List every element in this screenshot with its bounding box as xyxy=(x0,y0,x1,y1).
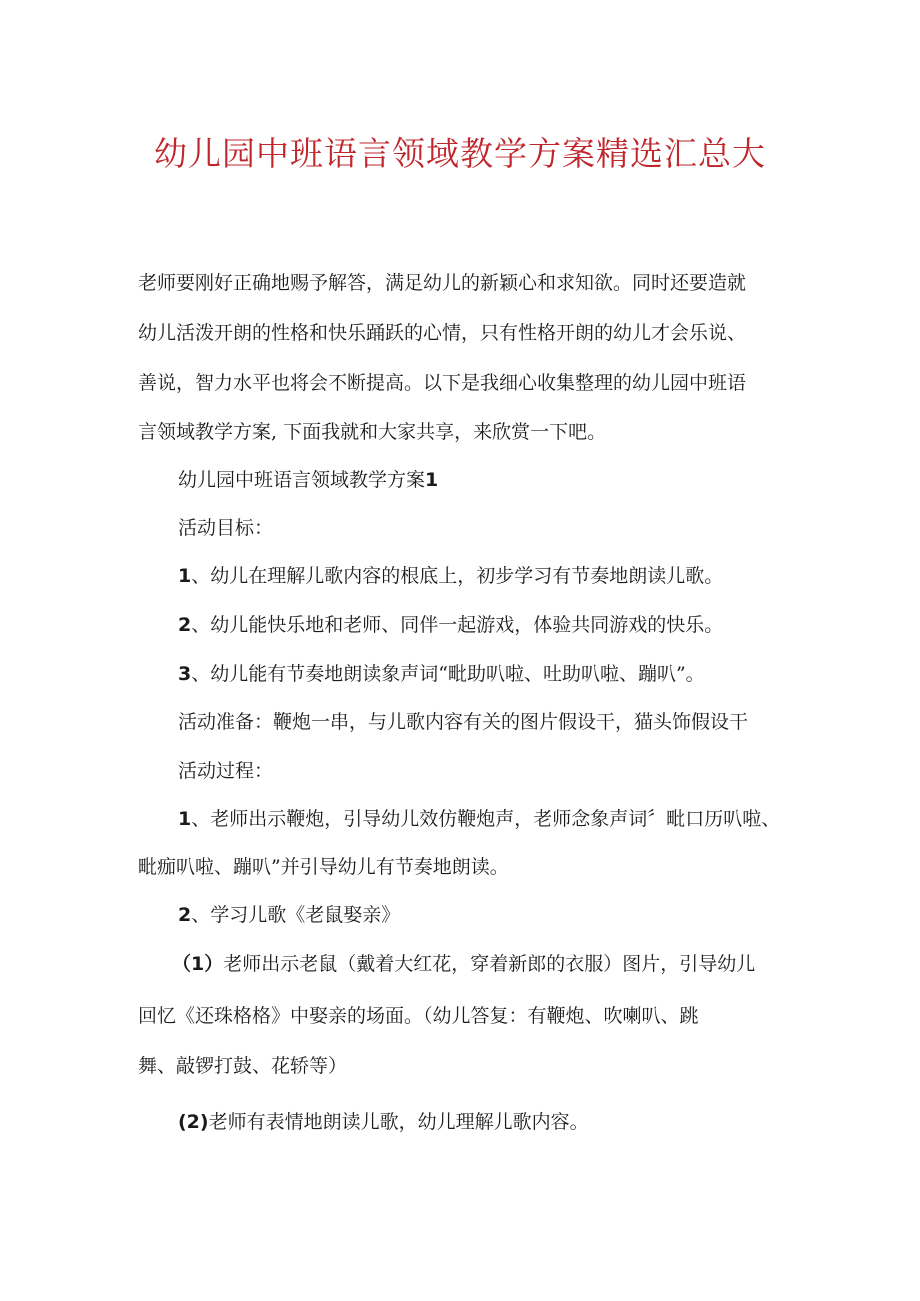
sub-step-number: (2) xyxy=(178,1111,209,1133)
sub-step-text: 老师出示老鼠（戴着大红花，穿着新郎的衣服）图片，引导幼儿 xyxy=(223,953,756,975)
sub-step-1-line-1 xyxy=(172,955,755,974)
preparation-text: 活动准备：鞭炮一串，与儿歌内容有关的图片假设干，猫头饰假设干 xyxy=(178,711,749,733)
step-text: 、学习儿歌《老鼠娶亲》 xyxy=(191,904,401,926)
sub-step-2 xyxy=(178,1113,589,1132)
intro-line-4: 言领域教学方案, 下面我就和大家共享，来欣赏一下吧。 xyxy=(138,421,607,443)
goal-number: 3 xyxy=(178,663,192,685)
goal-text: 、幼儿能有节奏地朗读象声词“毗助叭啦、吐助叭啦、蹦叭”。 xyxy=(191,663,705,685)
step-number: 2 xyxy=(178,904,192,926)
sub-step-text: 老师有表情地朗读儿歌，幼儿理解儿歌内容。 xyxy=(208,1111,589,1133)
goal-item-1 xyxy=(178,567,723,586)
intro-line-1: 老师要刚好正确地赐予解答，满足幼儿的新颖心和求知欲。同时还要造就 xyxy=(138,272,747,294)
goal-number: 1 xyxy=(178,565,192,587)
section-heading xyxy=(178,471,438,490)
goal-text: 、幼儿在理解儿歌内容的根底上，初步学习有节奏地朗读儿歌。 xyxy=(191,565,724,587)
section-heading-number: 1 xyxy=(425,469,439,491)
step-1-line-1 xyxy=(178,810,780,829)
sub-step-1-line-2: 回忆《还珠格格》中娶亲的场面。（幼儿答复：有鞭炮、吹喇叭、跳 xyxy=(138,1005,699,1027)
goal-text: 、幼儿能快乐地和老师、同伴一起游戏，体验共同游戏的快乐。 xyxy=(191,614,724,636)
intro-line-2: 幼儿活泼开朗的性格和快乐踊跃的心情，只有性格开朗的幼儿才会乐说、 xyxy=(138,322,747,344)
step-1-line-2: 毗痂叭啦、蹦叭”并引导幼儿有节奏地朗读。 xyxy=(138,856,509,878)
step-2 xyxy=(178,906,400,925)
process-label: 活动过程： xyxy=(178,760,274,782)
sub-step-1-line-3: 舞、敲锣打鼓、花轿等） xyxy=(138,1055,348,1077)
step-number: 1 xyxy=(178,808,192,830)
sub-step-number: （1） xyxy=(172,953,224,975)
section-heading-text: 幼儿园中班语言领域教学方案 xyxy=(178,469,426,491)
intro-line-3: 善说，智力水平也将会不断提高。以下是我细心收集整理的幼儿园中班语 xyxy=(138,372,747,394)
document-title: 幼儿园中班语言领域教学方案精选汇总大 xyxy=(154,134,766,173)
goal-item-3 xyxy=(178,665,705,684)
goal-number: 2 xyxy=(178,614,192,636)
goal-item-2 xyxy=(178,616,723,635)
goals-label: 活动目标： xyxy=(178,517,274,539)
step-text: 、老师出示鞭炮，引导幼儿效仿鞭炮声，老师念象声词〞毗口历叭啦、 xyxy=(191,808,781,830)
